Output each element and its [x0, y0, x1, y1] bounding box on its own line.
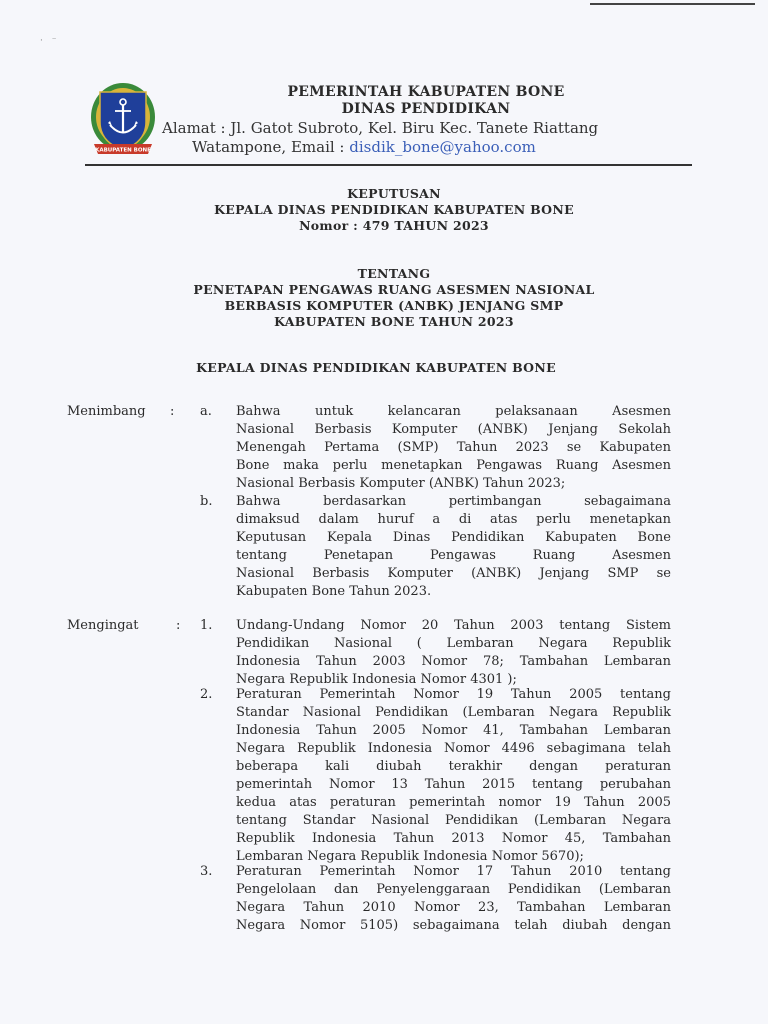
text-line: Indonesia Tahun 2003 Nomor 78; Tambahan Lembaran: [236, 654, 671, 669]
about-line-2: BERBASIS KOMPUTER (ANBK) JENJANG SMP: [224, 298, 564, 313]
menimbang-colon: :: [170, 404, 175, 419]
text-line: Nasional Berbasis Komputer (ANBK) Jenjang SMP se: [236, 566, 671, 581]
text-line: tentang Penetapan Pengawas Ruang Asesmen: [236, 548, 671, 563]
text-line: beberapa kali diubah terakhir dengan peraturan: [236, 759, 671, 774]
decree-title: KEPUTUSAN: [347, 186, 441, 201]
text-line: Bone maka perlu menetapkan Pengawas Ruang Asesmen: [236, 458, 671, 473]
text-line: Republik Indonesia Tahun 2013 Nomor 45, Tambahan: [236, 831, 671, 846]
item-marker: 2.: [200, 687, 213, 702]
item-text: [236, 403, 671, 493]
text-line: Pendidikan Nasional ( Lembaran Negara Republik: [236, 636, 671, 651]
about-heading: [10, 266, 768, 330]
text-line: Peraturan Pemerintah Nomor 17 Tahun 2010 tentang: [236, 864, 671, 879]
item-text: [236, 863, 671, 935]
text-line: Lembaran Negara Republik Indonesia Nomor 5670);: [236, 849, 584, 864]
issuer-heading: KEPALA DINAS PENDIDIKAN KABUPATEN BONE: [196, 360, 556, 375]
text-line: Negara Republik Indonesia Nomor 4496 sebagimana telah: [236, 741, 671, 756]
item-marker: 3.: [200, 864, 213, 879]
text-line: Negara Nomor 5105) sebagaimana telah diubah dengan: [236, 918, 671, 933]
city-email-line: [192, 138, 686, 156]
about-label: TENTANG: [357, 266, 431, 281]
department-name: DINAS PENDIDIKAN: [341, 101, 511, 117]
menimbang-label: Menimbang: [67, 404, 146, 419]
text-line: Nasional Berbasis Komputer (ANBK) Tahun 2023;: [236, 476, 566, 491]
text-line: Nasional Berbasis Komputer (ANBK) Jenjang Sekolah: [236, 422, 671, 437]
decree-issuer-title: KEPALA DINAS PENDIDIKAN KABUPATEN BONE: [214, 202, 574, 217]
text-line: Standar Nasional Pendidikan (Lembaran Negara Republik: [236, 705, 671, 720]
text-line: Undang-Undang Nomor 20 Tahun 2003 tentang Sistem: [236, 618, 671, 633]
text-line: Peraturan Pemerintah Nomor 19 Tahun 2005 tentang: [236, 687, 671, 702]
email-link[interactable]: disdik_bone@yahoo.com: [349, 138, 536, 156]
decree-heading: [10, 186, 768, 234]
text-line: Bahwa berdasarkan pertimbangan sebagaimana: [236, 494, 671, 509]
text-line: Bahwa untuk kelancaran pelaksanaan Asesmen: [236, 404, 671, 419]
item-marker: b.: [200, 494, 213, 509]
scan-specks: · ⁻: [40, 36, 60, 46]
city-label: Watampone, Email :: [192, 138, 350, 156]
decree-number: Nomor : 479 TAHUN 2023: [299, 218, 489, 233]
letterhead-rule: [85, 164, 692, 166]
text-line: tentang Standar Nasional Pendidikan (Lembaran Negara: [236, 813, 671, 828]
text-line: Menengah Pertama (SMP) Tahun 2023 se Kabupaten: [236, 440, 671, 455]
mengingat-label: Mengingat: [67, 618, 139, 633]
about-line-1: PENETAPAN PENGAWAS RUANG ASESMEN NASIONAL: [193, 282, 595, 297]
text-line: Indonesia Tahun 2005 Nomor 41, Tambahan Lembaran: [236, 723, 671, 738]
text-line: Pengelolaan dan Penyelenggaraan Pendidikan (Lembaran: [236, 882, 671, 897]
text-line: Keputusan Kepala Dinas Pendidikan Kabupaten Bone: [236, 530, 671, 545]
item-marker: 1.: [200, 618, 213, 633]
letterhead: [88, 80, 688, 162]
item-text: [236, 686, 671, 866]
text-line: kedua atas peraturan pemerintah nomor 19 Tahun 2005: [236, 795, 671, 810]
mengingat-colon: :: [176, 618, 181, 633]
text-line: Negara Republik Indonesia Nomor 4301 );: [236, 672, 517, 687]
text-line: dimaksud dalam huruf a di atas perlu menetapkan: [236, 512, 671, 527]
logo-ribbon-text: KABUPATEN BONE: [95, 147, 151, 154]
government-name: PEMERINTAH KABUPATEN BONE: [287, 84, 565, 100]
item-marker: a.: [200, 404, 212, 419]
letterhead-text: [162, 84, 686, 156]
item-text: [236, 617, 671, 689]
kabupaten-bone-emblem-icon: [88, 80, 158, 160]
about-line-3: KABUPATEN BONE TAHUN 2023: [274, 314, 514, 329]
scan-edge-line: [590, 3, 755, 5]
text-line: Negara Tahun 2010 Nomor 23, Tambahan Lembaran: [236, 900, 671, 915]
item-text: [236, 493, 671, 601]
address-line: Alamat : Jl. Gatot Subroto, Kel. Biru Kec. Tanete Riattang: [162, 119, 599, 137]
text-line: pemerintah Nomor 13 Tahun 2015 tentang perubahan: [236, 777, 671, 792]
text-line: Kabupaten Bone Tahun 2023.: [236, 584, 432, 599]
